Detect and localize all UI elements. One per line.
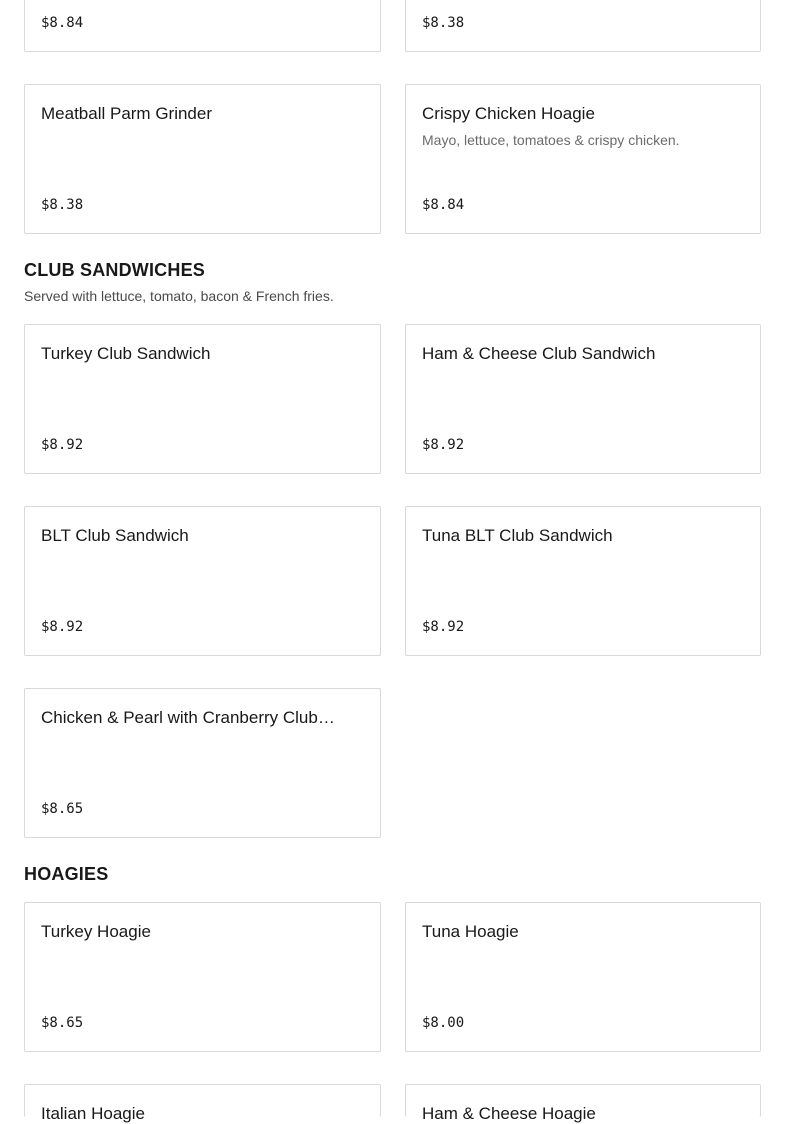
- menu-item-card[interactable]: [24, 506, 381, 656]
- item-price: $8.65: [41, 801, 84, 817]
- menu-item-card[interactable]: [24, 1084, 381, 1123]
- item-name: Crispy Chicken Hoagie: [422, 104, 595, 123]
- menu-item-card[interactable]: [405, 84, 761, 234]
- item-name: BLT Club Sandwich: [41, 526, 189, 545]
- item-name: Tuna Hoagie: [422, 922, 519, 941]
- item-price: $8.84: [422, 197, 465, 213]
- menu-item-card[interactable]: [24, 688, 381, 838]
- item-price: $8.38: [41, 197, 84, 213]
- item-price: $8.92: [41, 437, 84, 453]
- item-name: Ham & Cheese Hoagie: [422, 1104, 596, 1123]
- item-name: Italian Hoagie: [41, 1104, 145, 1123]
- item-price: $8.00: [422, 1015, 465, 1031]
- item-price: $8.65: [41, 1015, 84, 1031]
- item-description: Mayo, lettuce, tomatoes & crispy chicken.: [422, 132, 680, 148]
- menu-item-card[interactable]: [24, 0, 381, 52]
- item-price: $8.84: [41, 15, 84, 31]
- menu-item-card[interactable]: [24, 84, 381, 234]
- menu-item-card[interactable]: [405, 0, 761, 52]
- menu-item-card[interactable]: [405, 902, 761, 1052]
- section-title-hoagies: HOAGIES: [24, 864, 109, 884]
- item-price: $8.92: [422, 619, 465, 635]
- item-name: Turkey Club Sandwich: [41, 344, 211, 363]
- item-price: $8.92: [422, 437, 465, 453]
- menu-item-card[interactable]: [405, 324, 761, 474]
- item-name: Chicken & Pearl with Cranberry Club…: [41, 708, 335, 727]
- menu-item-card[interactable]: [24, 902, 381, 1052]
- menu-item-card[interactable]: [24, 324, 381, 474]
- item-price: $8.92: [41, 619, 84, 635]
- item-name: Tuna BLT Club Sandwich: [422, 526, 613, 545]
- menu-item-card[interactable]: [405, 1084, 761, 1123]
- item-name: Ham & Cheese Club Sandwich: [422, 344, 656, 363]
- item-name: Turkey Hoagie: [41, 922, 151, 941]
- menu-item-card[interactable]: [405, 506, 761, 656]
- item-name: Meatball Parm Grinder: [41, 104, 213, 123]
- section-title-club-sandwiches: CLUB SANDWICHES: [24, 260, 205, 280]
- item-price: $8.38: [422, 15, 465, 31]
- section-subtitle: Served with lettuce, tomato, bacon & French fries.: [24, 288, 334, 304]
